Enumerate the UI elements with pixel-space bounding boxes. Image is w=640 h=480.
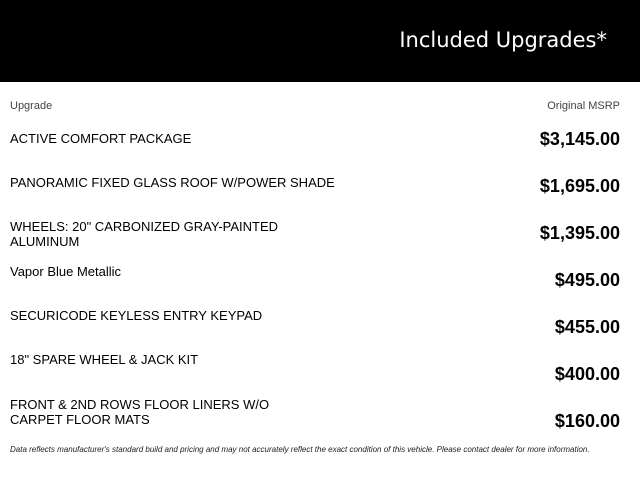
upgrade-price: $3,145.00	[539, 129, 620, 149]
upgrade-name: 18" SPARE WHEEL & JACK KIT	[10, 352, 199, 367]
upgrade-name: ACTIVE COMFORT PACKAGE	[10, 131, 192, 146]
upgrade-price: $400.00	[554, 364, 620, 384]
upgrade-price: $495.00	[554, 270, 620, 290]
upgrade-price: $455.00	[554, 317, 620, 337]
upgrade-name: SECURICODE KEYLESS ENTRY KEYPAD	[10, 308, 263, 323]
disclaimer-footnote: Data reflects manufacturer's standard build and pricing and may not accurately reflect the exact condition of this vehicle. Please contact dealer for more information.	[10, 445, 590, 454]
upgrade-name: Vapor Blue Metallic	[10, 264, 122, 279]
upgrade-name: WHEELS: 20" CARBONIZED GRAY-PAINTED ALUMINUM	[10, 219, 279, 249]
upgrade-price: $160.00	[554, 411, 620, 431]
upgrade-column-header: Upgrade	[10, 100, 53, 112]
upgrade-price: $1,695.00	[539, 176, 620, 196]
upgrade-name: PANORAMIC FIXED GLASS ROOF W/POWER SHADE	[10, 175, 335, 190]
upgrade-price: $1,395.00	[539, 223, 620, 243]
header-banner	[0, 0, 640, 82]
msrp-column-header: Original MSRP	[547, 100, 620, 112]
page-title: Included Upgrades*	[399, 28, 607, 52]
upgrade-name: FRONT & 2ND ROWS FLOOR LINERS W/O CARPET FLOOR MATS	[10, 397, 270, 427]
